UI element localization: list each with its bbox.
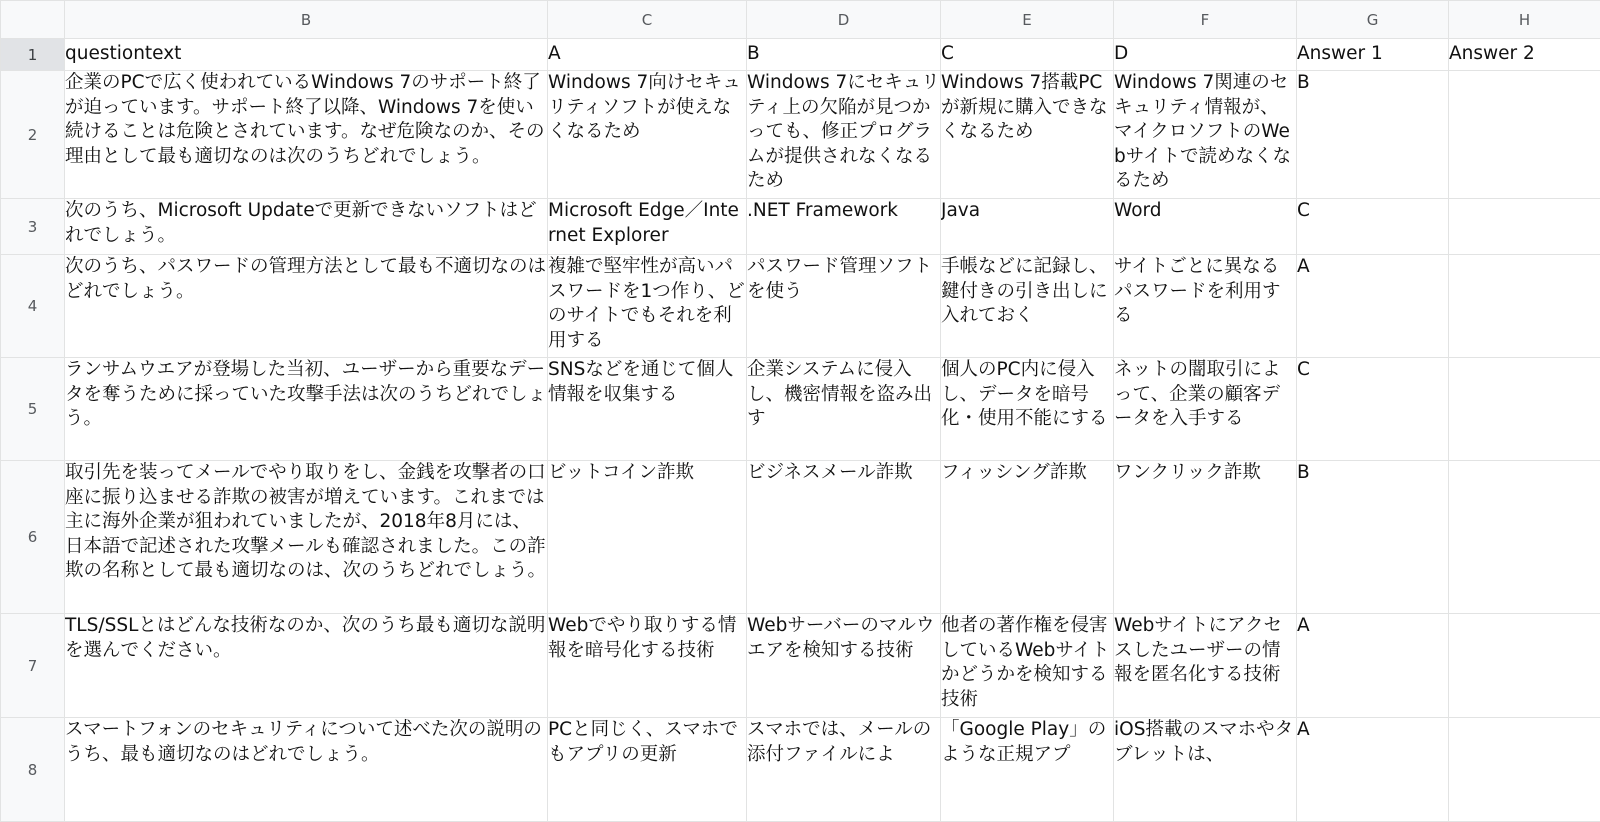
cell-question[interactable]: 取引先を装ってメールでやり取りをし、金銭を攻撃者の口座に振り込ませる詐欺の被害が増えています。これまでは主に海外企業が狙われていましたが、2018年8月には、日本語で記述された攻撃メールも確認されました。この詐欺の名称として最も適切なのは、次のうちどれでしょう。 bbox=[65, 461, 548, 614]
cell-answer-2[interactable] bbox=[1449, 718, 1600, 822]
cell-option-a[interactable]: 複雑で堅牢性が高いパスワードを1つ作り、どのサイトでもそれを利用する bbox=[548, 255, 747, 358]
cell-answer-1[interactable]: C bbox=[1297, 358, 1449, 461]
cell-option-a[interactable]: Webでやり取りする情報を暗号化する技術 bbox=[548, 614, 747, 718]
row-header[interactable]: 6 bbox=[1, 461, 65, 614]
cell-question[interactable]: questiontext bbox=[65, 39, 548, 71]
cell-option-c[interactable]: フィッシング詐欺 bbox=[941, 461, 1114, 614]
table-row bbox=[1, 461, 1600, 614]
cell-question[interactable]: ランサムウエアが登場した当初、ユーザーから重要なデータを奪うために採っていた攻撃手法は次のうちどれでしょう。 bbox=[65, 358, 548, 461]
cell-option-c[interactable]: 「Google Play」のような正規アプ bbox=[941, 718, 1114, 822]
table-row bbox=[1, 199, 1600, 255]
cell-option-b[interactable]: パスワード管理ソフトを使う bbox=[747, 255, 941, 358]
cell-option-d[interactable]: ワンクリック詐欺 bbox=[1114, 461, 1297, 614]
cell-question[interactable]: TLS/SSLとはどんな技術なのか、次のうち最も適切な説明を選んでください。 bbox=[65, 614, 548, 718]
row-header[interactable]: 1 bbox=[1, 39, 65, 71]
cell-answer-2[interactable] bbox=[1449, 71, 1600, 199]
row-header[interactable]: 4 bbox=[1, 255, 65, 358]
column-header-g[interactable]: G bbox=[1297, 1, 1449, 39]
column-header-row bbox=[1, 1, 1600, 39]
cell-option-c[interactable]: Java bbox=[941, 199, 1114, 255]
cell-option-c[interactable]: Windows 7搭載PCが新規に購入できなくなるため bbox=[941, 71, 1114, 199]
table-row bbox=[1, 358, 1600, 461]
cell-answer-2[interactable] bbox=[1449, 614, 1600, 718]
cell-option-a[interactable]: Microsoft Edge／Internet Explorer bbox=[548, 199, 747, 255]
cell-option-d[interactable]: D bbox=[1114, 39, 1297, 71]
select-all-corner[interactable] bbox=[1, 1, 65, 39]
cell-answer-1[interactable]: A bbox=[1297, 718, 1449, 822]
cell-option-a[interactable]: PCと同じく、スマホでもアプリの更新 bbox=[548, 718, 747, 822]
cell-option-b[interactable]: ビジネスメール詐欺 bbox=[747, 461, 941, 614]
column-header-f[interactable]: F bbox=[1114, 1, 1297, 39]
cell-answer-2[interactable] bbox=[1449, 199, 1600, 255]
cell-option-c[interactable]: 手帳などに記録し、鍵付きの引き出しに入れておく bbox=[941, 255, 1114, 358]
cell-option-d[interactable]: ネットの闇取引によって、企業の顧客データを入手する bbox=[1114, 358, 1297, 461]
cell-question[interactable]: スマートフォンのセキュリティについて述べた次の説明のうち、最も適切なのはどれでしょう。 bbox=[65, 718, 548, 822]
cell-answer-1[interactable]: Answer 1 bbox=[1297, 39, 1449, 71]
column-header-h[interactable]: H bbox=[1449, 1, 1600, 39]
cell-option-d[interactable]: サイトごとに異なるパスワードを利用する bbox=[1114, 255, 1297, 358]
table-row bbox=[1, 71, 1600, 199]
column-header-c[interactable]: C bbox=[548, 1, 747, 39]
cell-option-c[interactable]: 他者の著作権を侵害しているWebサイトかどうかを検知する技術 bbox=[941, 614, 1114, 718]
cell-question[interactable]: 次のうち、Microsoft Updateで更新できないソフトはどれでしょう。 bbox=[65, 199, 548, 255]
cell-option-b[interactable]: .NET Framework bbox=[747, 199, 941, 255]
table-row bbox=[1, 718, 1600, 822]
cell-option-b[interactable]: 企業システムに侵入し、機密情報を盗み出す bbox=[747, 358, 941, 461]
table-row bbox=[1, 39, 1600, 71]
row-header[interactable]: 2 bbox=[1, 71, 65, 199]
cell-answer-1[interactable]: C bbox=[1297, 199, 1449, 255]
column-header-b[interactable]: B bbox=[65, 1, 548, 39]
cell-answer-1[interactable]: A bbox=[1297, 614, 1449, 718]
cell-option-d[interactable]: Word bbox=[1114, 199, 1297, 255]
cell-answer-2[interactable] bbox=[1449, 358, 1600, 461]
row-header[interactable]: 8 bbox=[1, 718, 65, 822]
cell-answer-2[interactable]: Answer 2 bbox=[1449, 39, 1600, 71]
cell-option-d[interactable]: Windows 7関連のセキュリティ情報が、マイクロソフトのWebサイトで読めなくなるため bbox=[1114, 71, 1297, 199]
cell-answer-1[interactable]: B bbox=[1297, 461, 1449, 614]
cell-option-d[interactable]: Webサイトにアクセスしたユーザーの情報を匿名化する技術 bbox=[1114, 614, 1297, 718]
cell-answer-2[interactable] bbox=[1449, 255, 1600, 358]
cell-option-d[interactable]: iOS搭載のスマホやタブレットは、 bbox=[1114, 718, 1297, 822]
row-header[interactable]: 7 bbox=[1, 614, 65, 718]
cell-question[interactable]: 企業のPCで広く使われているWindows 7のサポート終了が迫っています。サポート終了以降、Windows 7を使い続けることは危険とされています。なぜ危険なのか、その理由として最も適切なのは次のうちどれでしょう。 bbox=[65, 71, 548, 199]
column-header-e[interactable]: E bbox=[941, 1, 1114, 39]
table-row bbox=[1, 255, 1600, 358]
column-header-d[interactable]: D bbox=[747, 1, 941, 39]
table-row bbox=[1, 614, 1600, 718]
cell-answer-2[interactable] bbox=[1449, 461, 1600, 614]
cell-option-c[interactable]: 個人のPC内に侵入し、データを暗号化・使用不能にする bbox=[941, 358, 1114, 461]
row-header[interactable]: 3 bbox=[1, 199, 65, 255]
cell-option-a[interactable]: ビットコイン詐欺 bbox=[548, 461, 747, 614]
cell-option-a[interactable]: Windows 7向けセキュリティソフトが使えなくなるため bbox=[548, 71, 747, 199]
cell-option-b[interactable]: スマホでは、メールの添付ファイルによ bbox=[747, 718, 941, 822]
cell-answer-1[interactable]: A bbox=[1297, 255, 1449, 358]
cell-option-b[interactable]: B bbox=[747, 39, 941, 71]
cell-option-b[interactable]: Webサーバーのマルウエアを検知する技術 bbox=[747, 614, 941, 718]
row-header[interactable]: 5 bbox=[1, 358, 65, 461]
cell-option-b[interactable]: Windows 7にセキュリティ上の欠陥が見つかっても、修正プログラムが提供されなくなるため bbox=[747, 71, 941, 199]
cell-answer-1[interactable]: B bbox=[1297, 71, 1449, 199]
cell-option-c[interactable]: C bbox=[941, 39, 1114, 71]
cell-question[interactable]: 次のうち、パスワードの管理方法として最も不適切なのはどれでしょう。 bbox=[65, 255, 548, 358]
cell-option-a[interactable]: SNSなどを通じて個人情報を収集する bbox=[548, 358, 747, 461]
cell-option-a[interactable]: A bbox=[548, 39, 747, 71]
